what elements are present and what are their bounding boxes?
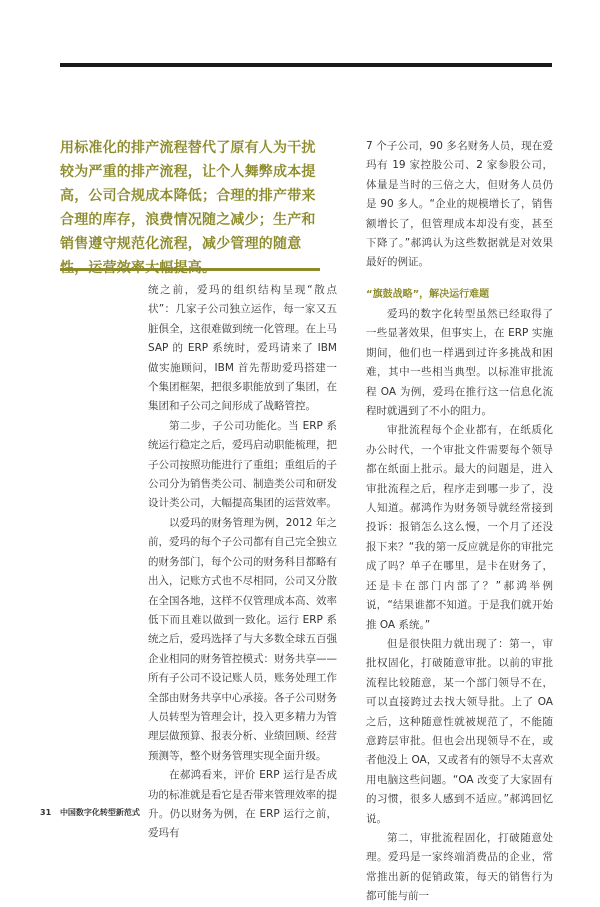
paragraph: 统之前，爱玛的组织结构呈现“散点状”：几家子公司独立运作，每一家又五脏俱全，这很难做到统一化管理。在上马 SAP 的 ERP 系统时，爱玛请来了 IBM 做实施顾问，IBM 首先帮助爱玛搭建一个集团框架，把很多职能放到了集团，在集团和子公司之间形成了战略管控。 — [148, 284, 337, 413]
page-footer — [40, 807, 140, 818]
pull-quote-rule — [60, 268, 320, 271]
right-column — [366, 287, 553, 907]
paragraph: 第二，审批流程固化，打破随意处理。爱玛是一家终端消费品的企业，常常推出新的促销政策，每天的销售行为都可能与前一 — [366, 831, 553, 903]
right-column-top — [366, 137, 553, 273]
pull-quote: 用标准化的排产流程替代了原有人为干扰较为严重的排产流程，让个人舞弊成本提高，公司合规成本降低；合理的排产带来合理的库存，浪费情况随之减少；生产和销售遵守规范化流程，减少管理的随意 — [60, 140, 316, 252]
paragraph: 但是很快阻力就出现了：第一，审批权固化，打破随意审批。以前的审批流程比较随意，某一个部门领导不在，可以直接跨过去找大领导批。上了 OA 之后，这种随意性就被规范了，不能随意跨层审批。但也会出现领导不在，或者他没上 OA，又或者有的领导不太喜欢用电脑这些问题。“OA 改变了大家固有的习惯，很多人感到不适应。”郝鸿回忆说。 — [366, 637, 553, 825]
page-number: 31 — [40, 808, 52, 817]
publication-title: 中国数字化转型新范式 — [59, 808, 140, 817]
paragraph: 第二步，子公司功能化。当 ERP 系统运行稳定之后，爱玛启动职能梳理，把子公司按照功能进行了重组；重组后的子公司分为销售类公司、制造类公司和研发设计类公司，大幅提高集团的运营效率。 — [148, 419, 337, 510]
paragraph: 审批流程每个企业都有，在纸质化办公时代，一个审批文件需要每个领导都在纸面上批示。最大的问题是，进入审批流程之后，程序走到哪一步了，没人知道。郝鸿作为财务领导就经常接到投诉：报销怎么这么慢，一个月了还没报下来？“我的第一反应就是你的审批完成了吗？单子在哪里，是卡在财务了，还是卡在部门内部了？”郝鸿举例说，“结果谁都不知道。于是我们就开始推 OA 系统。” — [366, 424, 553, 631]
left-column — [148, 281, 337, 844]
section-heading: “旗鼓战略”，解决运行难题 — [366, 289, 490, 300]
paragraph: 在郝鸿看来，评价 ERP 运行是否成功的标准就是看它是否带来管理效率的提升。仍以财务为例，在 ERP 运行之前，爱玛有 — [148, 769, 337, 840]
paragraph: 以爱玛的财务管理为例，2012 年之前，爱玛的每个子公司都有自己完全独立的财务部门，每个公司的财务科目都略有出入，记账方式也不尽相同，公司又分散在全国各地，这样不仅管理成本高、效率低下而且难以做到一致化。运行 ERP 系统之后，爱玛选择了与大多数全球五百强企业相同的财务管控模式：财务共享——所有子公司不设记账人员，账务处理工作全部由财务共享中心承接。各子公司财务人员转型为管理会计，投入更多精力为管理层做预算、报表分析、业绩回顾、经营预测等，整个财务管理实现全面升级。 — [148, 516, 337, 762]
paragraph: 7 个子公司，90 多名财务人员，现在爱玛有 19 家控股公司、2 家参股公司，体量是当时的三倍之大，但财务人员仍是 90 多人。“企业的规模增长了，销售额增长了，但管理成本却没有变，甚至下降了。”郝鸿认为这些数据就是对效果最好的例证。 — [366, 140, 553, 269]
paragraph: 爱玛的数字化转型虽然已经取得了一些显著效果，但事实上，在 ERP 实施期间，他们也一样遇到过许多挑战和困难，其中一些相当典型。以标准审批流程 OA 为例，爱玛在推行这一信息化流程时就遇到了不小的阻力。 — [366, 308, 553, 418]
top-rule — [60, 63, 552, 67]
